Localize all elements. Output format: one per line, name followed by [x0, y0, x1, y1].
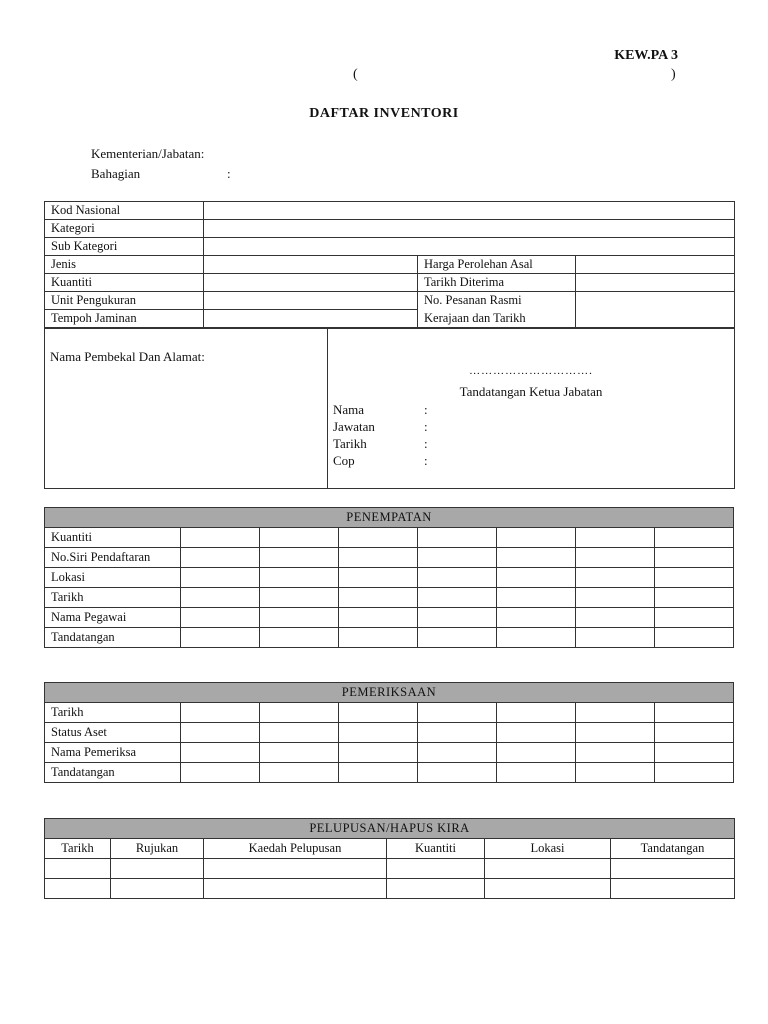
penempatan-cell[interactable]	[655, 608, 734, 628]
kuantiti-label: Kuantiti	[45, 274, 204, 292]
penempatan-cell[interactable]	[181, 528, 260, 548]
pemeriksaan-cell[interactable]	[418, 703, 497, 723]
penempatan-cell[interactable]	[497, 548, 576, 568]
harga-perolehan-value[interactable]	[576, 256, 735, 274]
no-pesanan-value[interactable]	[576, 292, 735, 328]
harga-perolehan-label: Harga Perolehan Asal	[418, 256, 576, 274]
penempatan-cell[interactable]	[576, 628, 655, 648]
pelupusan-column-header: Kuantiti	[387, 839, 485, 859]
tempoh-jaminan-label: Tempoh Jaminan	[45, 310, 204, 328]
pemeriksaan-cell[interactable]	[655, 703, 734, 723]
penempatan-cell[interactable]	[576, 608, 655, 628]
penempatan-title: PENEMPATAN	[45, 508, 734, 528]
pemeriksaan-cell[interactable]	[418, 763, 497, 783]
pemeriksaan-row	[45, 723, 734, 743]
penempatan-cell[interactable]	[497, 628, 576, 648]
penempatan-cell[interactable]	[260, 588, 339, 608]
pemeriksaan-cell[interactable]	[418, 743, 497, 763]
officer-field-cop: Cop :	[333, 453, 428, 468]
penempatan-cell[interactable]	[181, 568, 260, 588]
unit-pengukuran-value[interactable]	[204, 292, 418, 310]
document-title: DAFTAR INVENTORI	[309, 106, 459, 121]
penempatan-cell[interactable]	[181, 588, 260, 608]
pemeriksaan-cell[interactable]	[339, 703, 418, 723]
penempatan-cell[interactable]	[576, 548, 655, 568]
jenis-label: Jenis	[45, 256, 204, 274]
pemeriksaan-cell[interactable]	[497, 723, 576, 743]
pemeriksaan-cell[interactable]	[497, 763, 576, 783]
pemeriksaan-table	[44, 682, 734, 783]
pelupusan-cell[interactable]	[387, 879, 485, 899]
penempatan-row	[45, 588, 734, 608]
penempatan-cell[interactable]	[418, 568, 497, 588]
penempatan-cell[interactable]	[418, 588, 497, 608]
divider	[327, 329, 328, 488]
penempatan-cell[interactable]	[260, 568, 339, 588]
penempatan-row-label: No.Siri Pendaftaran	[45, 548, 181, 568]
tarikh-diterima-value[interactable]	[576, 274, 735, 292]
pemeriksaan-cell[interactable]	[418, 723, 497, 743]
penempatan-row-label: Lokasi	[45, 568, 181, 588]
section-colon: :	[227, 166, 231, 181]
penempatan-cell[interactable]	[576, 568, 655, 588]
penempatan-row	[45, 528, 734, 548]
pelupusan-cell[interactable]	[611, 879, 735, 899]
pemeriksaan-cell[interactable]	[576, 743, 655, 763]
pemeriksaan-cell[interactable]	[260, 763, 339, 783]
penempatan-cell[interactable]	[418, 608, 497, 628]
pemeriksaan-cell[interactable]	[181, 723, 260, 743]
penempatan-cell[interactable]	[576, 588, 655, 608]
kerajaan-tarikh-label: Kerajaan dan Tarikh	[418, 310, 576, 328]
penempatan-cell[interactable]	[497, 608, 576, 628]
pemeriksaan-cell[interactable]	[576, 763, 655, 783]
pemeriksaan-cell[interactable]	[181, 743, 260, 763]
pemeriksaan-cell[interactable]	[576, 723, 655, 743]
pelupusan-cell[interactable]	[45, 879, 111, 899]
signature-line: ………………………….	[469, 365, 593, 377]
penempatan-cell[interactable]	[260, 528, 339, 548]
pemeriksaan-title: PEMERIKSAAN	[45, 683, 734, 703]
pemeriksaan-row-label: Status Aset	[45, 723, 181, 743]
pelupusan-cell[interactable]	[111, 879, 204, 899]
pelupusan-cell[interactable]	[485, 859, 611, 879]
pelupusan-column-header: Tarikh	[45, 839, 111, 859]
supplier-signature-box	[44, 328, 735, 489]
penempatan-cell[interactable]	[418, 548, 497, 568]
pemeriksaan-cell[interactable]	[655, 763, 734, 783]
penempatan-row-label: Nama Pegawai	[45, 608, 181, 628]
pemeriksaan-cell[interactable]	[260, 723, 339, 743]
pemeriksaan-cell[interactable]	[339, 763, 418, 783]
pelupusan-title: PELUPUSAN/HAPUS KIRA	[45, 819, 735, 839]
kod-nasional-label: Kod Nasional	[45, 202, 204, 220]
pemeriksaan-cell[interactable]	[497, 703, 576, 723]
asset-details-table	[44, 201, 735, 328]
pelupusan-column-header: Tandatangan	[611, 839, 735, 859]
penempatan-cell[interactable]	[655, 588, 734, 608]
penempatan-cell[interactable]	[576, 528, 655, 548]
sub-kategori-label: Sub Kategori	[45, 238, 204, 256]
penempatan-cell[interactable]	[339, 548, 418, 568]
officer-fields	[333, 401, 428, 469]
penempatan-cell[interactable]	[655, 628, 734, 648]
pelupusan-cell[interactable]	[611, 859, 735, 879]
pemeriksaan-row-label: Tarikh	[45, 703, 181, 723]
penempatan-cell[interactable]	[655, 548, 734, 568]
pelupusan-cell[interactable]	[204, 879, 387, 899]
form-code: KEW.PA 3	[614, 48, 678, 63]
pemeriksaan-row	[45, 763, 734, 783]
penempatan-cell[interactable]	[339, 608, 418, 628]
penempatan-cell[interactable]	[260, 608, 339, 628]
pemeriksaan-cell[interactable]	[181, 763, 260, 783]
pelupusan-table	[44, 818, 735, 899]
kod-nasional-value[interactable]	[204, 202, 735, 220]
pemeriksaan-row	[45, 703, 734, 723]
pemeriksaan-row-label: Nama Pemeriksa	[45, 743, 181, 763]
penempatan-cell[interactable]	[655, 568, 734, 588]
penempatan-row	[45, 608, 734, 628]
tempoh-jaminan-value[interactable]	[204, 310, 418, 328]
supplier-label: Nama Pembekal Dan Alamat:	[50, 349, 205, 364]
pemeriksaan-cell[interactable]	[576, 703, 655, 723]
pemeriksaan-cell[interactable]	[339, 743, 418, 763]
penempatan-cell[interactable]	[339, 588, 418, 608]
tarikh-diterima-label: Tarikh Diterima	[418, 274, 576, 292]
pemeriksaan-cell[interactable]	[497, 743, 576, 763]
penempatan-cell[interactable]	[339, 628, 418, 648]
ministry-row	[91, 146, 204, 162]
penempatan-cell[interactable]	[181, 548, 260, 568]
kategori-value[interactable]	[204, 220, 735, 238]
pelupusan-cell[interactable]	[111, 859, 204, 879]
pelupusan-cell[interactable]	[387, 859, 485, 879]
pemeriksaan-cell[interactable]	[655, 723, 734, 743]
pelupusan-column-header: Kaedah Pelupusan	[204, 839, 387, 859]
kategori-label: Kategori	[45, 220, 204, 238]
penempatan-cell[interactable]	[260, 548, 339, 568]
penempatan-cell[interactable]	[418, 628, 497, 648]
pemeriksaan-row-label: Tandatangan	[45, 763, 181, 783]
penempatan-cell[interactable]	[260, 628, 339, 648]
pelupusan-cell[interactable]	[204, 859, 387, 879]
penempatan-row	[45, 568, 734, 588]
penempatan-cell[interactable]	[655, 528, 734, 548]
pelupusan-cell[interactable]	[485, 879, 611, 899]
penempatan-cell[interactable]	[497, 528, 576, 548]
penempatan-cell[interactable]	[497, 568, 576, 588]
pemeriksaan-cell[interactable]	[181, 703, 260, 723]
officer-field-nama: Nama :	[333, 402, 428, 417]
signature-label: Tandatangan Ketua Jabatan	[459, 384, 603, 399]
penempatan-row	[45, 548, 734, 568]
pelupusan-column-header: Lokasi	[485, 839, 611, 859]
sub-kategori-value[interactable]	[204, 238, 735, 256]
paren-close: )	[671, 67, 676, 82]
pemeriksaan-cell[interactable]	[260, 703, 339, 723]
penempatan-cell[interactable]	[418, 528, 497, 548]
penempatan-cell[interactable]	[497, 588, 576, 608]
no-pesanan-label: No. Pesanan Rasmi	[418, 292, 576, 310]
section-row	[91, 166, 231, 182]
penempatan-row	[45, 628, 734, 648]
section-label: Bahagian	[91, 166, 141, 181]
penempatan-row-label: Tarikh	[45, 588, 181, 608]
officer-field-tarikh: Tarikh :	[333, 436, 428, 451]
kuantiti-value[interactable]	[204, 274, 418, 292]
jenis-value[interactable]	[204, 256, 418, 274]
penempatan-cell[interactable]	[339, 528, 418, 548]
penempatan-row-label: Kuantiti	[45, 528, 181, 548]
unit-pengukuran-label: Unit Pengukuran	[45, 292, 204, 310]
penempatan-row-label: Tandatangan	[45, 628, 181, 648]
penempatan-cell[interactable]	[181, 628, 260, 648]
pelupusan-cell[interactable]	[45, 859, 111, 879]
pelupusan-column-header: Rujukan	[111, 839, 204, 859]
pemeriksaan-cell[interactable]	[339, 723, 418, 743]
officer-field-jawatan: Jawatan :	[333, 419, 428, 434]
pemeriksaan-cell[interactable]	[260, 743, 339, 763]
pemeriksaan-row	[45, 743, 734, 763]
ministry-label: Kementerian/Jabatan:	[91, 146, 205, 161]
penempatan-cell[interactable]	[181, 608, 260, 628]
pemeriksaan-cell[interactable]	[655, 743, 734, 763]
penempatan-table	[44, 507, 734, 648]
penempatan-cell[interactable]	[339, 568, 418, 588]
paren-open: (	[353, 67, 358, 82]
